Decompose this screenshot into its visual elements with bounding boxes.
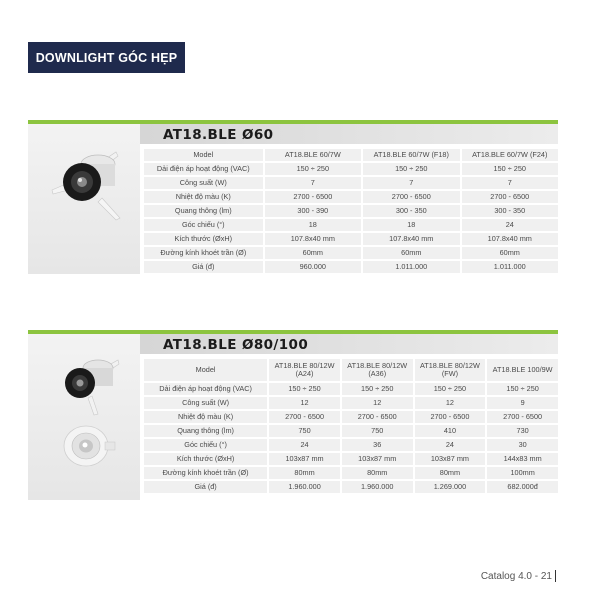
- table-row: [144, 163, 558, 175]
- table-row: [144, 247, 558, 259]
- cell: 150 ÷ 250: [363, 163, 459, 175]
- cell: 7: [265, 177, 361, 189]
- row-label: Công suất (W): [144, 177, 263, 189]
- cell: 150 ÷ 250: [487, 383, 558, 395]
- cell: 1.011.000: [462, 261, 558, 273]
- table-row: [144, 233, 558, 245]
- row-label: Quang thông (lm): [144, 205, 263, 217]
- row-label: Công suất (W): [144, 397, 267, 409]
- row-label: Kích thước (ØxH): [144, 453, 267, 465]
- table-row: [144, 177, 558, 189]
- cell: AT18.BLE 100/9W: [487, 359, 558, 381]
- table-row: [144, 411, 558, 423]
- table-row: [144, 191, 558, 203]
- cell: 107.8x40 mm: [265, 233, 361, 245]
- spec-table-1: [142, 147, 560, 275]
- cell: 7: [462, 177, 558, 189]
- row-label: Nhiệt độ màu (K): [144, 411, 267, 423]
- cell: 150 ÷ 250: [265, 163, 361, 175]
- cell: 1.960.000: [269, 481, 340, 493]
- cell: AT18.BLE 60/7W (F24): [462, 149, 558, 161]
- cell: 24: [415, 439, 486, 451]
- row-label: Model: [144, 359, 267, 381]
- cell: 2700 - 6500: [462, 191, 558, 203]
- row-label: Góc chiếu (°): [144, 439, 267, 451]
- cell: 103x87 mm: [269, 453, 340, 465]
- page-number: Catalog 4.0 - 21: [480, 570, 552, 582]
- cell: 750: [342, 425, 413, 437]
- row-label: Dải điện áp hoạt động (VAC): [144, 383, 267, 395]
- cell: 103x87 mm: [415, 453, 486, 465]
- table-row: [144, 359, 558, 381]
- downlight-white-product-image: [52, 418, 128, 474]
- table-row: [144, 149, 558, 161]
- table-row: [144, 453, 558, 465]
- cell: AT18.BLE 80/12W (FW): [415, 359, 486, 381]
- cell: 2700 - 6500: [487, 411, 558, 423]
- table-row: [144, 261, 558, 273]
- table-row: [144, 219, 558, 231]
- cell: 1.960.000: [342, 481, 413, 493]
- row-label: Giá (đ): [144, 481, 267, 493]
- row-label: Góc chiếu (°): [144, 219, 263, 231]
- row-label: Đường kính khoét trần (Ø): [144, 247, 263, 259]
- cell: 300 - 350: [363, 205, 459, 217]
- cell: 2700 - 6500: [269, 411, 340, 423]
- cell: 730: [487, 425, 558, 437]
- cell: 410: [415, 425, 486, 437]
- cell: 36: [342, 439, 413, 451]
- row-label: Nhiệt độ màu (K): [144, 191, 263, 203]
- cell: 103x87 mm: [342, 453, 413, 465]
- cell: 2700 - 6500: [342, 411, 413, 423]
- cell: 60mm: [265, 247, 361, 259]
- cell: 2700 - 6500: [363, 191, 459, 203]
- row-label: Dải điện áp hoạt động (VAC): [144, 163, 263, 175]
- row-label: Quang thông (lm): [144, 425, 267, 437]
- spec-table-2: [142, 357, 560, 495]
- product-title: AT18.BLE Ø80/100: [163, 337, 309, 353]
- cell: 9: [487, 397, 558, 409]
- cell: 144x83 mm: [487, 453, 558, 465]
- cell: 682.000đ: [487, 481, 558, 493]
- cell: 2700 - 6500: [265, 191, 361, 203]
- cell: 100mm: [487, 467, 558, 479]
- cell: 1.269.000: [415, 481, 486, 493]
- cell: 18: [363, 219, 459, 231]
- cell: 1.011.000: [363, 261, 459, 273]
- row-label: Model: [144, 149, 263, 161]
- cell: AT18.BLE 80/12W (A24): [269, 359, 340, 381]
- cell: 150 ÷ 250: [415, 383, 486, 395]
- cell: AT18.BLE 80/12W (A36): [342, 359, 413, 381]
- row-label: Giá (đ): [144, 261, 263, 273]
- cell: 80mm: [415, 467, 486, 479]
- cell: 12: [269, 397, 340, 409]
- table-row: [144, 397, 558, 409]
- cell: 2700 - 6500: [415, 411, 486, 423]
- table-row: [144, 383, 558, 395]
- cell: AT18.BLE 60/7W: [265, 149, 361, 161]
- row-label: Đường kính khoét trần (Ø): [144, 467, 267, 479]
- cell: 300 - 350: [462, 205, 558, 217]
- table-row: [144, 439, 558, 451]
- cell: 12: [342, 397, 413, 409]
- cell: 150 ÷ 250: [269, 383, 340, 395]
- cell: 24: [462, 219, 558, 231]
- cell: AT18.BLE 60/7W (F18): [363, 149, 459, 161]
- cell: 107.8x40 mm: [462, 233, 558, 245]
- cell: 24: [269, 439, 340, 451]
- page-footer: [481, 570, 556, 582]
- cell: 300 - 390: [265, 205, 361, 217]
- footer-divider: [555, 570, 556, 582]
- downlight-product-image: [50, 140, 130, 230]
- table-row: [144, 425, 558, 437]
- cell: 30: [487, 439, 558, 451]
- downlight-black-product-image: [52, 352, 128, 420]
- table-row: [144, 481, 558, 493]
- row-label: Kích thước (ØxH): [144, 233, 263, 245]
- cell: 150 ÷ 250: [462, 163, 558, 175]
- cell: 7: [363, 177, 459, 189]
- cell: 60mm: [363, 247, 459, 259]
- cell: 12: [415, 397, 486, 409]
- table-row: [144, 467, 558, 479]
- cell: 18: [265, 219, 361, 231]
- cell: 107.8x40 mm: [363, 233, 459, 245]
- cell: 750: [269, 425, 340, 437]
- cell: 60mm: [462, 247, 558, 259]
- cell: 960.000: [265, 261, 361, 273]
- cell: 150 ÷ 250: [342, 383, 413, 395]
- cell: 80mm: [269, 467, 340, 479]
- cell: 80mm: [342, 467, 413, 479]
- table-row: [144, 205, 558, 217]
- product-title: AT18.BLE Ø60: [163, 127, 274, 143]
- section-header-badge: DOWNLIGHT GÓC HẸP: [28, 42, 185, 73]
